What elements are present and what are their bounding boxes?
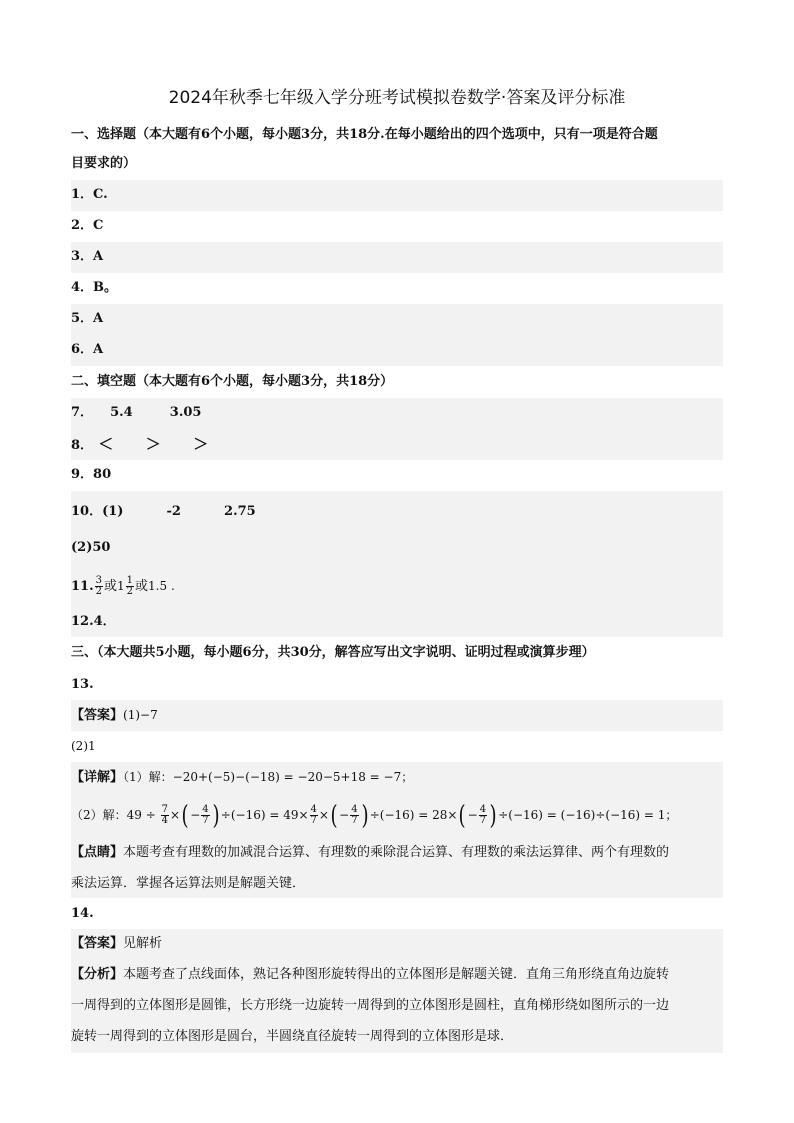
q13-detail-2 <box>71 793 723 838</box>
note-line-1: 本题考查有理数的加减混合运算、有理数的乘除混合运算、有理数的乘法运算律、两个有理数的 <box>123 845 670 860</box>
left-paren: ( <box>181 800 189 831</box>
answer-7-b: 3.05 <box>169 405 202 420</box>
answer-8-c: ＞ <box>193 435 209 453</box>
question-14-num: 14. <box>71 906 94 921</box>
analysis-line-1: 本题考查了点线面体，熟记各种图形旋转得出的立体图形是解题关键．直角三角形绕直角边旋转 <box>123 967 670 982</box>
operator: ÷(−16) = (−16)÷(−16) = 1； <box>498 808 678 822</box>
fraction: $\frac{4}{7}$ <box>351 804 358 826</box>
fraction: $\frac{4}{7}$ <box>479 804 487 826</box>
answer-label: 【答案】 <box>71 936 124 951</box>
analysis-label: 【分析】 <box>71 967 124 982</box>
answer-8-a: ＜ <box>98 435 114 453</box>
answer-10 <box>71 491 723 533</box>
detail-1-text: （1）解：−20+(−5)−(−18) = −20−5+18 = −7； <box>123 770 414 784</box>
right-paren: ) <box>489 800 497 831</box>
left-paren: ( <box>330 800 338 831</box>
minus-sign: − <box>190 808 201 822</box>
answer-5: 5．A <box>71 304 723 335</box>
answer-6: 6．A <box>71 335 723 366</box>
answer-12: 12.4． <box>71 607 723 637</box>
q13-note-1 <box>71 838 723 869</box>
operator: × <box>318 808 329 822</box>
answer-11-tail: 1.5 . <box>148 579 175 593</box>
q14-analysis-1 <box>71 960 723 991</box>
q13-answer <box>71 700 723 731</box>
minus-sign: − <box>339 808 350 822</box>
answer-7-num: 7． <box>71 405 94 420</box>
section1-header-line2: 目要求的） <box>71 156 137 171</box>
answer-7 <box>71 398 723 429</box>
detail-2-prefix: （2）解：49 ÷ <box>71 808 156 822</box>
fraction: $\frac{3}{2}$ <box>95 575 102 597</box>
fraction: $\frac{1}{2}$ <box>126 575 134 597</box>
answer-10-part2: (2)50 <box>71 533 723 565</box>
answer-7-a: 5.4 <box>110 405 133 420</box>
answer-11-num: 11. <box>71 579 94 594</box>
question-13-num: 13. <box>71 677 94 692</box>
note-label: 【点睛】 <box>71 845 124 860</box>
answer-10-b: 2.75 <box>224 504 256 519</box>
answer-8-b: ＞ <box>145 435 161 453</box>
answer-10-num: 10．(1) <box>71 504 124 519</box>
fraction: $\frac{4}{7}$ <box>310 804 317 826</box>
answer-1: 1．C. <box>71 180 723 211</box>
section2-header: 二、填空题（本大题有6个小题，每小题3分，共18分） <box>71 374 394 389</box>
q14-answer <box>71 929 723 960</box>
q13-note-2: 乘法运算．掌握各运算法则是解题关键． <box>71 869 723 898</box>
answer-8-num: 8． <box>71 438 94 453</box>
section3-header: 三、（本大题共5小题，每小题6分，共30分，解答应写出文字说明、证明过程或演算步理） <box>71 645 595 660</box>
operator: × <box>169 808 181 822</box>
answer-2: 2．C <box>71 218 104 233</box>
detail-label: 【详解】 <box>71 770 124 785</box>
answer-text: (1)−7 <box>123 708 158 722</box>
q13-answer-2: (2)1 <box>71 739 96 753</box>
operator: ÷(−16) = 49× <box>220 808 309 822</box>
answer-text: 见解析 <box>123 936 163 951</box>
fraction: $\frac{4}{7}$ <box>202 804 209 826</box>
q13-detail-1 <box>71 762 723 793</box>
answer-3: 3．A <box>71 242 723 273</box>
right-paren: ) <box>361 800 369 831</box>
answer-8 <box>71 429 723 460</box>
or-text: 或 <box>104 579 118 594</box>
section1-header-line1: 一、选择题（本大题有6个小题，每小题3分，共18分.在每小题给出的四个选项中，只有一项是符合题 <box>71 127 658 142</box>
answer-10-a: -2 <box>166 504 181 519</box>
left-paren: ( <box>459 800 467 831</box>
minus-sign: − <box>467 808 478 822</box>
page-title: 2024年秋季七年级入学分班考试模拟卷数学·答案及评分标准 <box>168 88 626 108</box>
answer-9: 9．80 <box>71 467 112 482</box>
mixed-whole: 1 <box>117 579 125 593</box>
or-text: 或 <box>135 579 149 594</box>
answer-4: 4．B。 <box>71 280 118 295</box>
fraction: $\frac{7}{4}$ <box>161 804 168 826</box>
operator: ÷(−16) = 28× <box>369 808 458 822</box>
right-paren: ) <box>212 800 220 831</box>
answer-11 <box>71 565 723 607</box>
q14-analysis-2: 一周得到的立体图形是圆锥，长方形绕一边旋转一周得到的立体图形是圆柱，直角梯形绕如图所示的一边 <box>71 991 723 1022</box>
q14-analysis-3: 旋转一周得到的立体图形是圆台，半圆绕直径旋转一周得到的立体图形是球． <box>71 1022 723 1053</box>
answer-label: 【答案】 <box>71 708 124 723</box>
